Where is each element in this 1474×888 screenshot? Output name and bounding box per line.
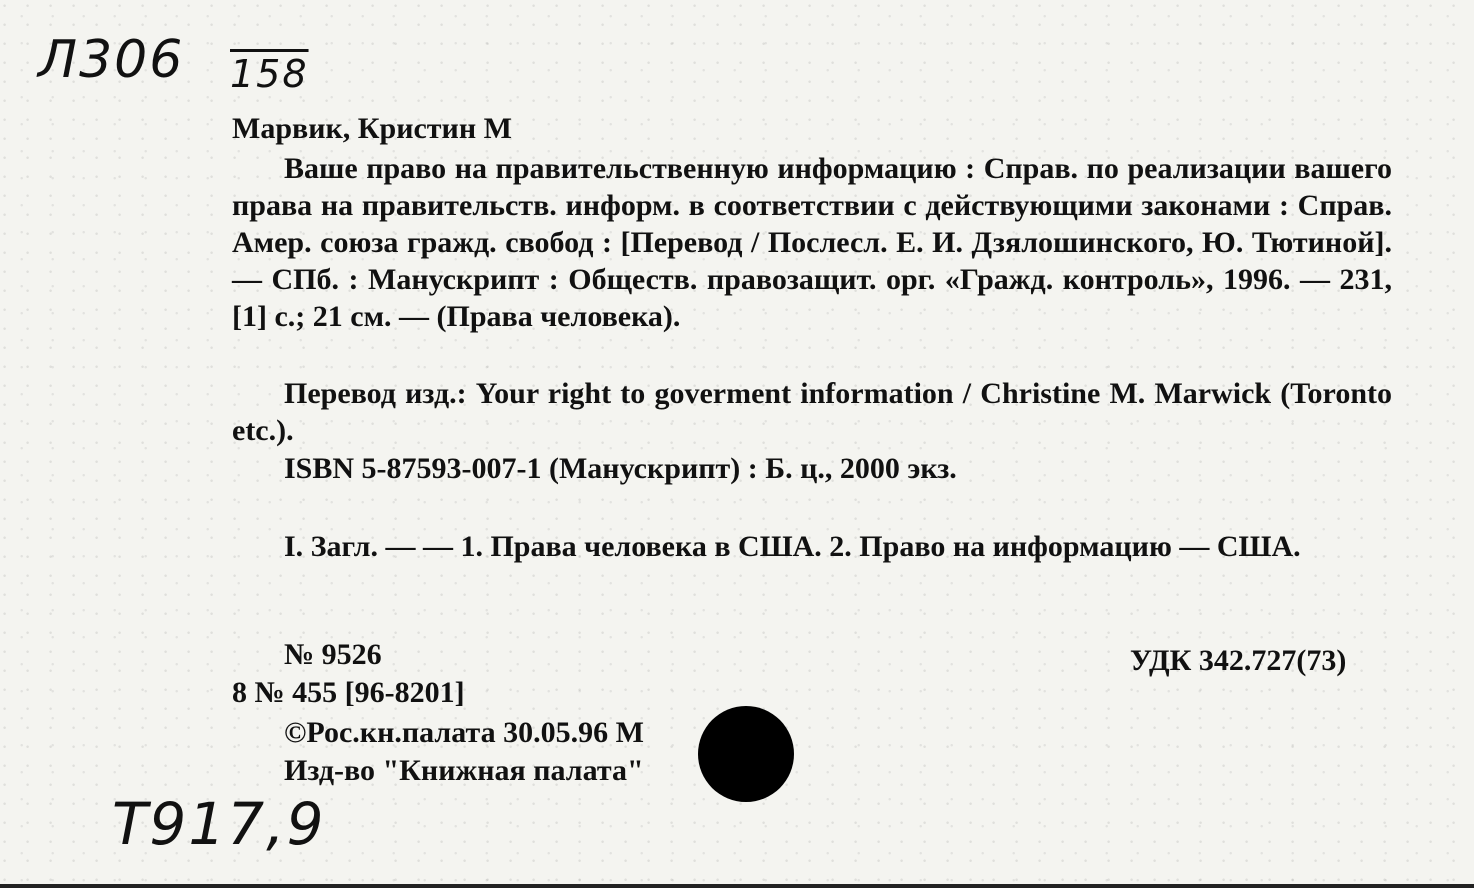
card-edge <box>0 884 1474 888</box>
subject-headings: I. Загл. — — 1. Права человека в США. 2. Право на информацию — США. <box>284 530 1301 563</box>
handwritten-shelf-number: 158 <box>230 52 309 96</box>
registration-number: 8 № 455 [96-8201] <box>232 676 465 709</box>
udk-code: УДК 342.727(73) <box>1130 644 1347 677</box>
record-number: № 9526 <box>284 638 382 671</box>
ink-blot <box>698 706 794 802</box>
copyright-line: ©Рос.кн.палата 30.05.96 М <box>284 716 644 749</box>
handwritten-call-number: Т917,9 <box>112 790 326 858</box>
publisher-line: Изд-во "Книжная палата" <box>284 754 644 787</box>
author-heading: Марвик, Кристин М <box>232 112 512 145</box>
isbn-line: ISBN 5-87593-007-1 (Манускрипт) : Б. ц., 2000 экз. <box>284 452 957 485</box>
title-description: Ваше право на правительственную информацию : Справ. по реализации вашего права на правительств. информ. в соответствии с действующими законами : Справ. Амер. союза гражд. свобод : [Перевод / Послесл. Е. И. Дзялошинского, Ю. Тютиной]. — СПб. : Манускрипт : Обществ. правозащит. орг. «Гражд. контроль», 1996. — 231,[1] с.; 21 см. — (Права человека). <box>232 152 1392 333</box>
handwritten-shelf-mark: Л306 <box>38 30 185 90</box>
original-edition-note: Перевод изд.: Your right to goverment information / Christine M. Marwick (Toronto etc.). <box>232 377 1392 447</box>
